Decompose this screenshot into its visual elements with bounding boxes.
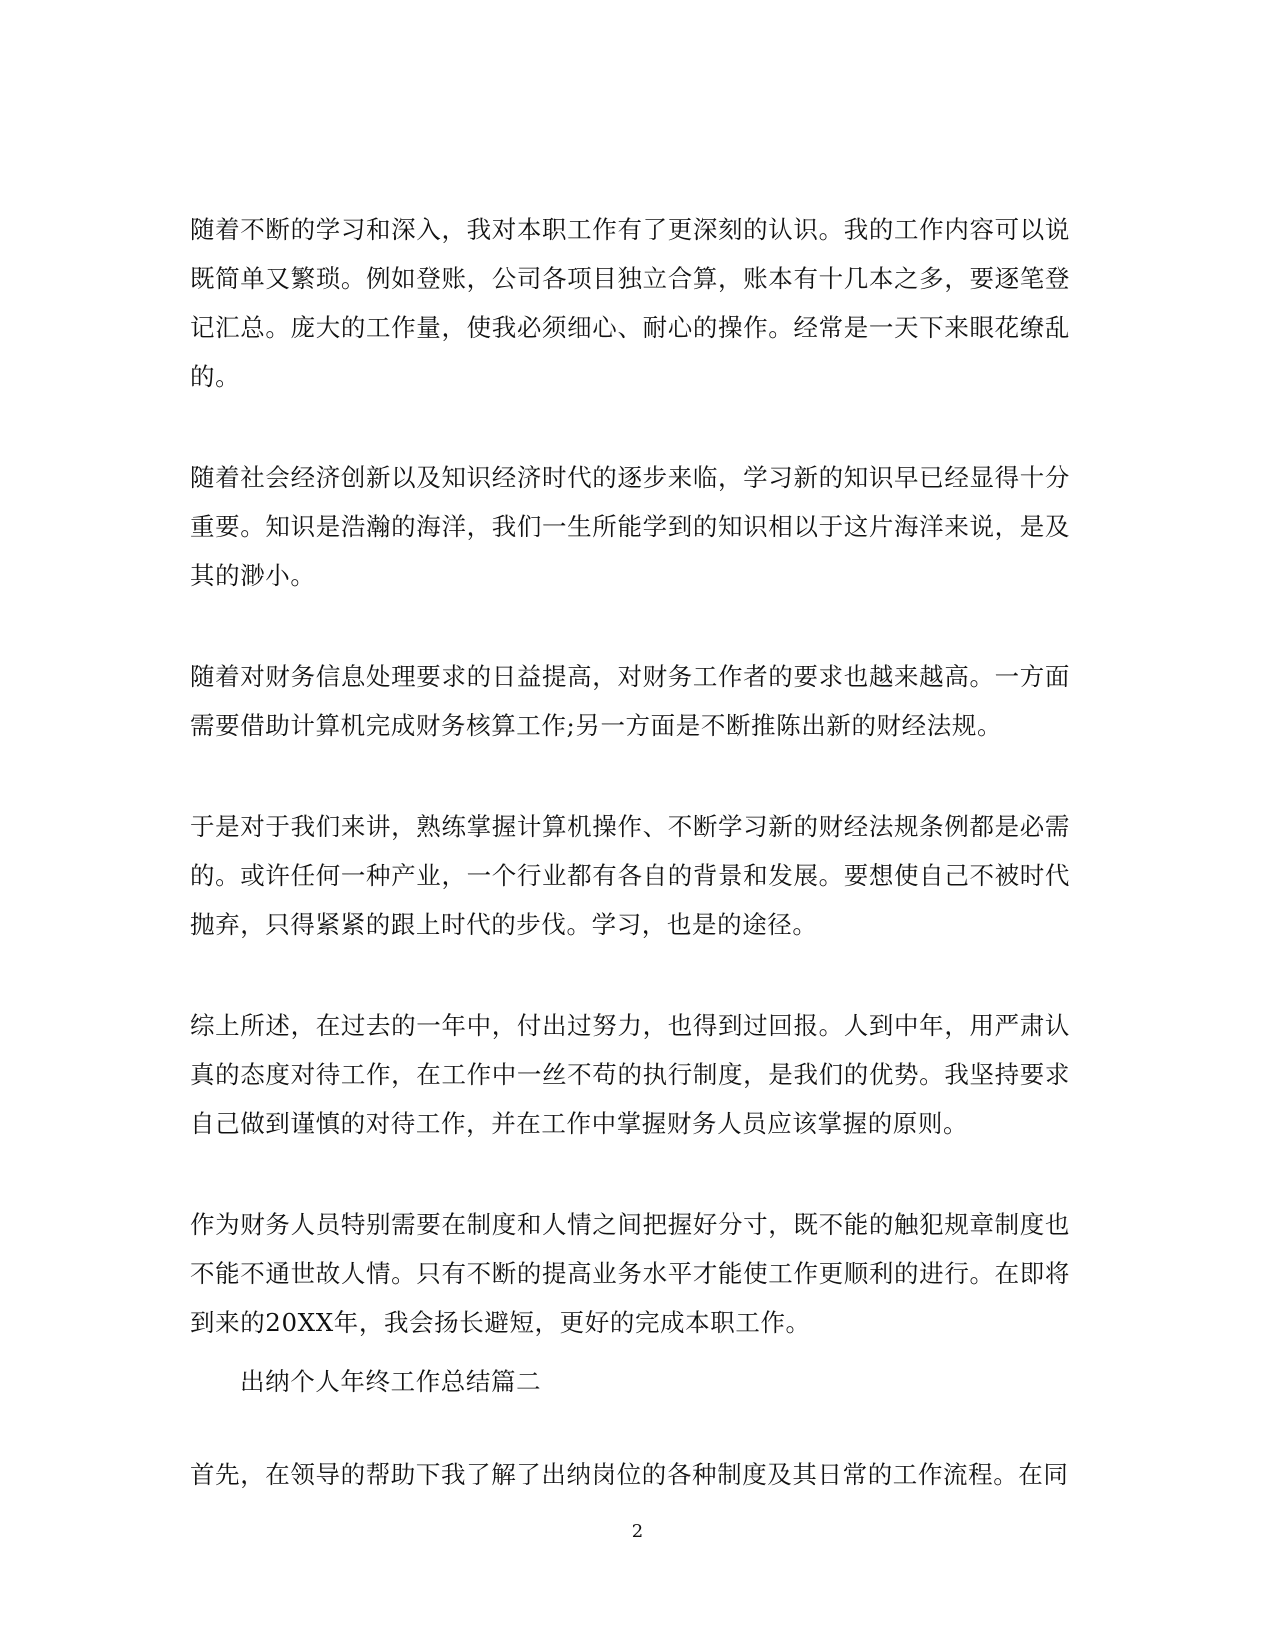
paragraph-computer-skills: 于是对于我们来讲，熟练掌握计算机操作、不断学习新的财经法规条例都是必需的。或许任何一种产业，一个行业都有各自的背景和发展。要想使自己不被时代抛弃，只得紧紧的跟上时代的步伐。学习，也是的途径。 <box>190 812 1070 939</box>
document-body <box>190 205 1070 1551</box>
paragraph-first: 首先，在领导的帮助下我了解了出纳岗位的各种制度及其日常的工作流程。在同 <box>190 1460 1069 1489</box>
paragraph-finance-staff: 作为财务人员特别需要在制度和人情之间把握好分寸，既不能的触犯规章制度也不能不通世故人情。只有不断的提高业务水平才能使工作更顺利的进行。在即将到来的20XX年，我会扬长避短，更好的完成本职工作。 <box>190 1210 1070 1337</box>
section-subheading: 出纳个人年终工作总结篇二 <box>240 1367 542 1396</box>
paragraph-finance-requirements: 随着对财务信息处理要求的日益提高，对财务工作者的要求也越来越高。一方面需要借助计算机完成财务核算工作;另一方面是不断推陈出新的财经法规。 <box>190 662 1070 740</box>
paragraph-knowledge-economy: 随着社会经济创新以及知识经济时代的逐步来临，学习新的知识早已经显得十分重要。知识是浩瀚的海洋，我们一生所能学到的知识相以于这片海洋来说，是及其的渺小。 <box>190 463 1070 590</box>
paragraph-summary: 综上所述，在过去的一年中，付出过努力，也得到过回报。人到中年，用严肃认真的态度对待工作，在工作中一丝不苟的执行制度，是我们的优势。我坚持要求自己做到谨慎的对待工作，并在工作中掌握财务人员应该掌握的原则。 <box>190 1011 1070 1138</box>
paragraph-learning: 随着不断的学习和深入，我对本职工作有了更深刻的认识。我的工作内容可以说既简单又繁琐。例如登账，公司各项目独立合算，账本有十几本之多，要逐笔登记汇总。庞大的工作量，使我必须细心、耐心的操作。经常是一天下来眼花缭乱的。 <box>190 215 1070 391</box>
page-number: 2 <box>631 1521 644 1542</box>
